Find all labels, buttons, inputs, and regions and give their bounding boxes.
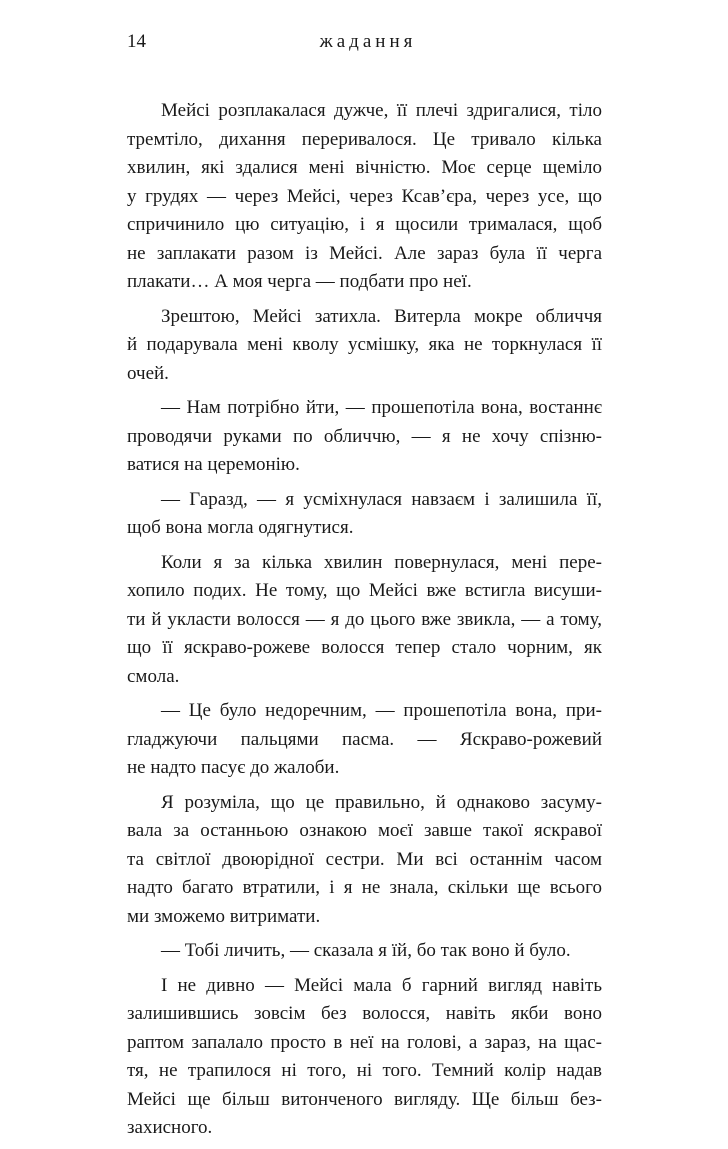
paragraph <box>127 937 602 966</box>
text-line: надто багато втратили, і я не знала, скільки ще всього <box>127 877 602 898</box>
paragraph <box>127 486 602 543</box>
text-line: не заплакати разом із Мейсі. Але зараз була її черга <box>127 242 602 264</box>
text-line: І не дивно — Мейсі мала б гарний вигляд навіть <box>161 974 602 996</box>
text-line: Я розуміла, що це правильно, й однаково засуму- <box>161 791 602 813</box>
running-title: жадання <box>319 31 417 52</box>
text-line: очей. <box>127 362 169 384</box>
text-line: — Це було недоречним, — прошепотіла вона, при- <box>161 700 602 721</box>
text-line: що її яскраво-рожеве волосся тепер стало чорним, як <box>127 637 602 658</box>
text-line: раптом запалало просто в неї на голові, а зараз, на щас- <box>127 1031 602 1053</box>
paragraph <box>127 549 602 692</box>
paragraph <box>127 789 602 932</box>
text-line: Мейсі розплакалася дужче, її плечі здригалися, тіло <box>161 100 602 121</box>
text-line: тремтіло, дихання переривалося. Це тривало кілька <box>127 128 602 150</box>
text-line: вала за останньою ознакою моєї завше такої яскравої <box>127 820 602 841</box>
paragraph <box>127 303 602 389</box>
text-line: Коли я за кілька хвилин повернулася, мені пере- <box>161 551 602 573</box>
paragraph <box>127 972 602 1143</box>
text-line: хвилин, які здалися мені вічністю. Моє серце щеміло <box>127 157 602 178</box>
text-line: залишившись зовсім без волосся, навіть якби воно <box>127 1003 602 1024</box>
text-line: гладжуючи пальцями пасма. — Яскраво-рожевий <box>127 728 602 750</box>
text-line: не надто пасує до жалоби. <box>127 757 340 778</box>
text-line: проводячи руками по обличчю, — я не хочу спізню- <box>127 425 602 447</box>
text-line: спричинило цю ситуацію, і я щосили трималася, щоб <box>127 214 602 235</box>
text-line: захисного. <box>127 1117 213 1138</box>
text-line: — Нам потрібно йти, — прошепотіла вона, востаннє <box>161 397 602 418</box>
text-line: ватися на церемонію. <box>127 454 300 475</box>
paragraph <box>127 394 602 480</box>
paragraph <box>127 697 602 783</box>
page-number: 14 <box>127 31 146 52</box>
text-line: щоб вона могла одягнутися. <box>127 517 354 538</box>
text-line: хопило подих. Не тому, що Мейсі вже встигла висуши- <box>127 580 602 601</box>
text-line: плакати… А моя черга — подбати про неї. <box>127 271 472 292</box>
text-line: — Тобі личить, — сказала я їй, бо так воно й було. <box>161 940 571 961</box>
text-line: Мейсі ще більш витонченого вигляду. Ще більш без- <box>127 1088 602 1110</box>
text-line: — Гаразд, — я усміхнулася навзаєм і залишила її, <box>161 488 602 510</box>
text-line: смола. <box>127 665 180 687</box>
text-line: й подарувала мені кволу усмішку, яка не торкнулася її <box>127 334 602 355</box>
text-line: ти й укласти волосся — я до цього вже звикла, — а тому, <box>127 608 602 630</box>
text-line: ми зможемо витримати. <box>127 905 321 927</box>
text-line: у грудях — через Мейсі, через Ксав’єра, через усе, що <box>127 185 602 207</box>
body-text <box>127 97 602 1149</box>
text-line: та світлої двоюрідної сестри. Ми всі останнім часом <box>127 848 602 870</box>
text-line: Зрештою, Мейсі затихла. Витерла мокре обличчя <box>161 305 602 327</box>
text-line: тя, не трапилося ні того, ні того. Темний колір надав <box>127 1060 602 1081</box>
paragraph <box>127 97 602 297</box>
